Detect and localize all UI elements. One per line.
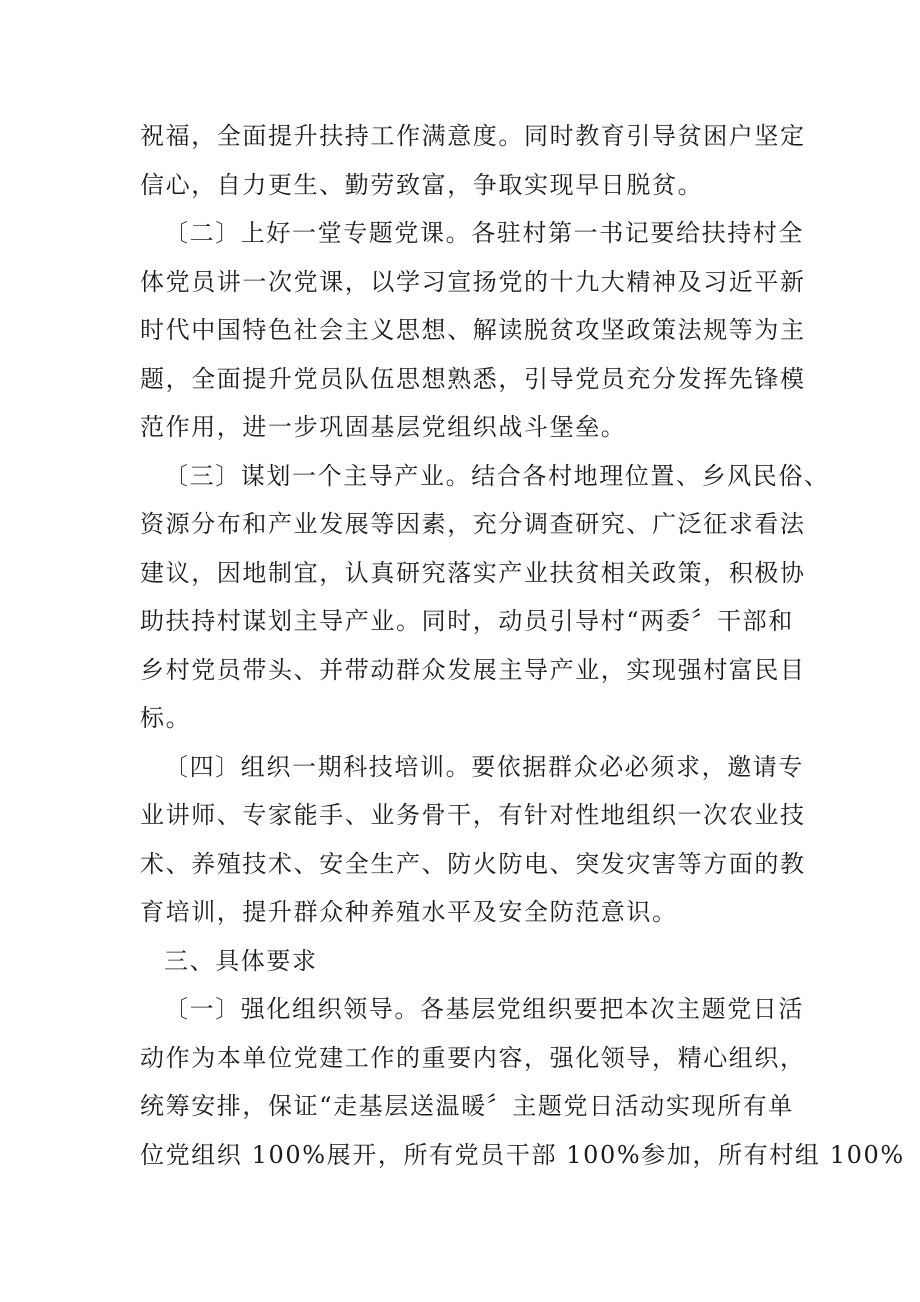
- paragraph-heading-1: 〔一〕强化组织领导。各基层党组织要把本次主题党日活: [164, 995, 804, 1023]
- text-line-6: 题，全面提升党员队伍思想熟悉，引导党员充分发挥先锋模: [140, 364, 806, 393]
- text-line-7: 范作用，进一步巩固基层党组织战斗堡垒。: [140, 413, 627, 441]
- paragraph-heading-3: 〔三〕谋划一个主导产业。结合各村地理位置、乡风民俗、: [164, 461, 830, 490]
- text-line-22: 位党组织 100%展开，所有党员干部 100%参加，所有村组 100%: [140, 1140, 905, 1169]
- text-line-10: 建议，因地制宜，认真研究落实产业扶贫相关政策，积极协: [140, 558, 806, 587]
- text-line-20: 动作为本单位党建工作的重要内容，强化领导，精心组织，: [140, 1043, 806, 1072]
- section-heading-3: 三、具体要求: [164, 946, 318, 975]
- document-page: [140, 112, 905, 1179]
- text-line-4: 体党员讲一次党课，以学习宣扬党的十九大精神及习近平新: [140, 267, 806, 296]
- text-line-16: 术、养殖技术、安全生产、防火防电、突发灾害等方面的教: [140, 849, 806, 878]
- text-line-11: 助扶持村谋划主导产业。同时，动员引导村“两委〞干部和: [140, 607, 794, 635]
- text-line-15: 业讲师、专家能手、业务骨干，有针对性地组织一次农业技: [140, 801, 806, 829]
- text-line-9: 资源分布和产业发展等因素，充分调查研究、广泛征求看法: [140, 510, 806, 538]
- text-line-13: 标。: [140, 704, 192, 732]
- text-line-12: 乡村党员带头、并带动群众发展主导产业，实现强村富民目: [140, 655, 806, 684]
- text-line-2: 信心，自力更生、勤劳致富，争取实现早日脱贫。: [140, 170, 704, 199]
- text-line-1: 祝福，全面提升扶持工作满意度。同时教育引导贫困户坚定: [140, 122, 806, 150]
- text-line-5: 时代中国特色社会主义思想、解读脱贫攻坚政策法规等为主: [140, 316, 806, 344]
- paragraph-heading-4: 〔四〕组织一期科技培训。要依据群众必必须求，邀请专: [164, 752, 804, 781]
- paragraph-heading-2: 〔二〕上好一堂专题党课。各驻村第一书记要给扶持村全: [164, 219, 804, 247]
- text-line-17: 育培训，提升群众种养殖水平及安全防范意识。: [140, 898, 678, 926]
- text-line-21: 统筹安排，保证“走基层送温暖〞主题党日活动实现所有单: [140, 1092, 794, 1120]
